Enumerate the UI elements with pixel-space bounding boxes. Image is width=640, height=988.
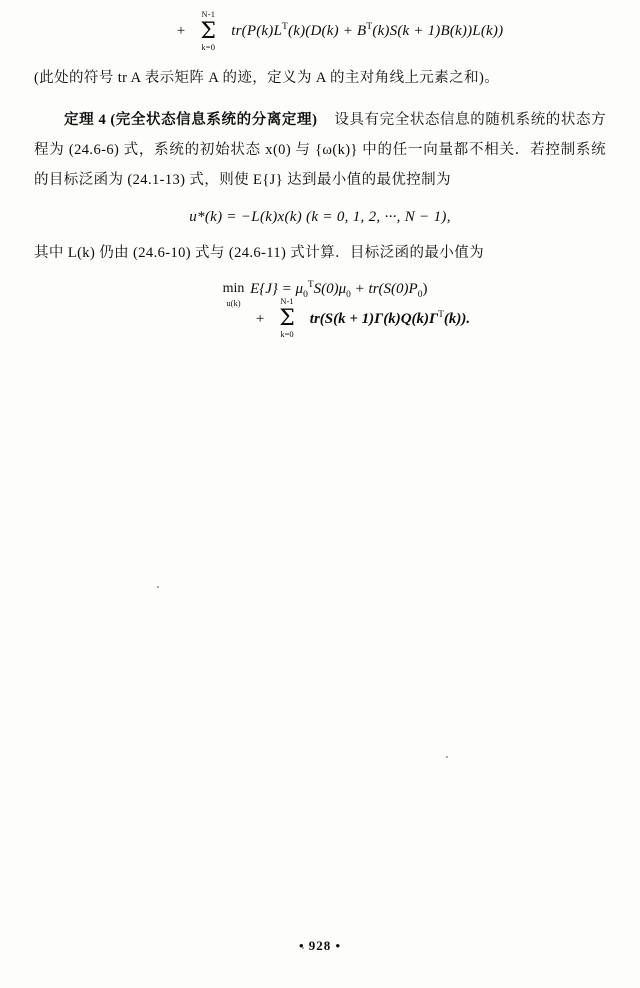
summation-symbol <box>191 8 225 52</box>
min-operator-subscript: u(k) <box>226 298 241 309</box>
page-footer <box>0 938 640 954</box>
min-operator <box>222 281 245 309</box>
summation-symbol-2 <box>270 296 304 340</box>
sigma-icon-2: Σ <box>279 306 295 332</box>
summation-lower-limit: k=0 <box>201 41 216 52</box>
equation-top-sup2: T <box>366 22 373 32</box>
equation-min-tail: + tr(S(0)P <box>350 280 418 297</box>
equation-min-close: ) <box>422 280 428 297</box>
note-paragraph: (此处的符号 tr A 表示矩阵 A 的迹，定义为 A 的主对角线上元素之和)。 <box>34 69 500 86</box>
scan-speck <box>446 756 448 758</box>
summation2-lower-limit: k=0 <box>280 329 294 340</box>
equation-min-line2-body: tr(S(k + 1)Γ(k)Q(k)Γ <box>309 310 439 327</box>
page-content <box>34 8 607 340</box>
equation-top-body2: (k)(D(k) + B <box>288 23 367 39</box>
equation-minimum-block <box>34 279 606 340</box>
equation-top-prefix: + <box>176 23 186 39</box>
equation-min-line2-tail: (k)). <box>443 310 471 327</box>
summation2-upper-limit: N-1 <box>280 296 294 307</box>
equation-min-sub0b: 0 <box>346 289 351 300</box>
theorem-paragraph <box>34 105 606 195</box>
equation-min-line2-sup: T <box>438 309 444 320</box>
equation-top-sup1: T <box>282 22 289 32</box>
after-control-paragraph: 其中 L(k) 仍由 (24.6-10) 式与 (24.6-11) 式计算．目标泛函的最小值为 <box>34 244 484 261</box>
equation-top-body3: (k)S(k + 1)B(k))L(k)) <box>372 23 504 39</box>
equation-min-plus: + <box>255 310 265 327</box>
equation-top-body: tr(P(k)L <box>231 23 283 39</box>
sigma-icon: Σ <box>200 18 217 44</box>
theorem-body: 设具有完全状态信息的随机系统的状态方程为 (24.6-6) 式，系统的初始状态 x(0) 与 {ω(k)} 中的任一向量都不相关．若控制系统的目标泛函为 (24.1-13) 式，则使 E{J} 达到最小值的最优控制为 <box>34 111 607 188</box>
equation-min-sub0: 0 <box>303 289 308 300</box>
equation-min-rest: S(0)μ <box>313 280 347 297</box>
theorem-label: 定理 4 (完全状态信息系统的分离定理) <box>64 111 318 128</box>
page-number: • 928 • <box>298 938 342 953</box>
equation-top <box>74 8 606 52</box>
equation-optimal-control: u*(k) = −L(k)x(k) (k = 0, 1, 2, ···, N − 1), <box>189 208 451 225</box>
equation-min-sub0c: 0 <box>417 289 423 300</box>
equation-min-supT: T <box>307 279 314 290</box>
scan-speck <box>157 586 159 588</box>
equation-min-lhs: E{J} = μ <box>250 280 304 297</box>
min-operator-label: min <box>222 281 245 297</box>
summation-upper-limit: N-1 <box>201 8 216 19</box>
